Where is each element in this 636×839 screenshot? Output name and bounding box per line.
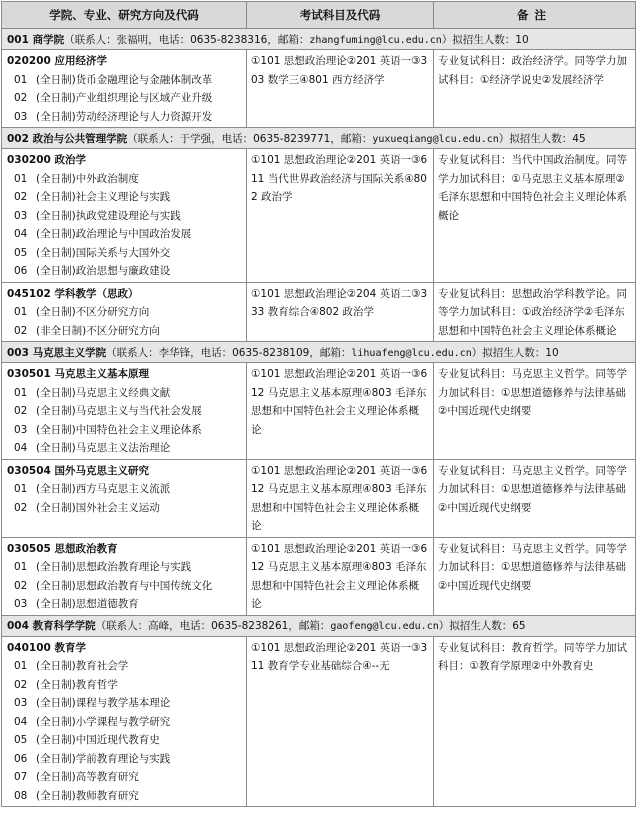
direction-text: (全日制)中国近现代教育史 <box>36 734 160 746</box>
program-title: 045102 学科教学（思政） <box>7 287 139 300</box>
direction-text: (全日制)思想道德教育 <box>36 598 139 610</box>
direction-text: (全日制)思想政治教育与中国传统文化 <box>36 579 213 592</box>
college-row <box>2 29 636 50</box>
research-direction <box>7 402 242 421</box>
program-row <box>2 282 636 342</box>
college-info <box>2 615 636 636</box>
research-direction <box>7 322 242 341</box>
direction-number: 03 <box>14 598 28 610</box>
direction-number: 02 <box>14 678 28 691</box>
research-direction <box>7 558 242 577</box>
program-cell <box>2 363 247 460</box>
direction-number: 04 <box>14 228 28 240</box>
program-cell <box>2 149 247 283</box>
exam-subjects: ①101 思想政治理论②201 英语一③311 教育学专业基础综合④--无 <box>247 636 434 807</box>
remarks: 专业复试科目：马克思主义哲学。同等学力加试科目：①思想道德修养与法律基础②中国近现代史纲要 <box>434 537 636 615</box>
direction-number: 03 <box>14 423 28 436</box>
program-title: 040100 教育学 <box>7 641 86 654</box>
college-plan: ）拟招生人数：45 <box>498 132 586 145</box>
research-direction <box>7 170 242 189</box>
direction-number: 03 <box>14 110 28 123</box>
direction-number: 02 <box>14 501 28 514</box>
research-direction <box>7 676 242 695</box>
research-direction <box>7 207 242 226</box>
research-direction <box>7 768 242 787</box>
college-name: 003 马克思主义学院 <box>7 346 107 359</box>
exam-subjects: ①101 思想政治理论②201 英语一③612 马克思主义基本原理④803 毛泽东思想和中国特色社会主义理论体系概论 <box>247 363 434 460</box>
direction-number: 06 <box>14 265 28 277</box>
direction-text: (全日制)中国特色社会主义理论体系 <box>36 423 202 436</box>
direction-number: 01 <box>14 386 28 399</box>
college-row <box>2 128 636 149</box>
direction-number: 07 <box>14 771 28 783</box>
college-name: 004 教育科学学院 <box>7 620 96 632</box>
college-email: gaofeng@lcu.edu.cn <box>330 621 439 632</box>
direction-text: (全日制)学前教育理论与实践 <box>36 752 171 765</box>
remarks: 专业复试科目：马克思主义哲学。同等学力加试科目：①思想道德修养与法律基础②中国近现代史纲要 <box>434 363 636 460</box>
direction-number: 01 <box>14 483 28 495</box>
research-direction <box>7 384 242 403</box>
direction-text: (全日制)教师教育研究 <box>36 789 139 802</box>
remarks: 专业复试科目：马克思主义哲学。同等学力加试科目：①思想道德修养与法律基础②中国近现代史纲要 <box>434 459 636 537</box>
college-contact: （联系人：于学强，电话：0635-8239771，邮箱： <box>127 132 373 145</box>
program-title: 030200 政治学 <box>7 154 86 166</box>
header-remarks: 备注 <box>434 2 636 29</box>
research-direction <box>7 731 242 750</box>
direction-number: 02 <box>14 405 28 417</box>
program-row <box>2 149 636 283</box>
college-contact: （联系人：高峰，电话：0635-8238261，邮箱： <box>95 620 331 632</box>
research-direction <box>7 595 242 614</box>
direction-text: (全日制)政治思想与廉政建设 <box>36 265 171 277</box>
college-plan: ）拟招生人数：10 <box>471 346 559 359</box>
program-title: 030501 马克思主义基本原理 <box>7 368 149 380</box>
direction-number: 04 <box>14 715 28 728</box>
table-body <box>2 29 636 807</box>
direction-text: (全日制)马克思主义与当代社会发展 <box>36 405 202 417</box>
college-contact: （联系人：李华锋，电话：0635-8238109，邮箱： <box>106 346 352 359</box>
direction-text: (全日制)马克思主义法治理论 <box>36 442 171 454</box>
research-direction <box>7 439 242 458</box>
remarks: 专业复试科目：政治经济学。同等学力加试科目：①经济学说史②发展经济学 <box>434 50 636 128</box>
research-direction <box>7 750 242 769</box>
direction-text: (全日制)社会主义理论与实践 <box>36 191 171 203</box>
table-header-row <box>2 2 636 29</box>
header-exam-subjects: 考试科目及代码 <box>247 2 434 29</box>
research-direction <box>7 89 242 108</box>
direction-number: 01 <box>14 306 28 318</box>
college-info <box>2 342 636 363</box>
program-cell <box>2 636 247 807</box>
program-cell <box>2 282 247 342</box>
research-direction <box>7 225 242 244</box>
admissions-table <box>1 1 636 807</box>
direction-number: 01 <box>14 561 28 573</box>
research-direction <box>7 244 242 263</box>
college-name: 001 商学院 <box>7 33 65 46</box>
college-plan: ）拟招生人数：65 <box>438 620 526 632</box>
exam-subjects: ①101 思想政治理论②201 英语一③303 数学三④801 西方经济学 <box>247 50 434 128</box>
exam-subjects: ①101 思想政治理论②201 英语一③612 马克思主义基本原理④803 毛泽东思想和中国特色社会主义理论体系概论 <box>247 459 434 537</box>
college-row <box>2 615 636 636</box>
exam-subjects: ①101 思想政治理论②201 英语一③612 马克思主义基本原理④803 毛泽东思想和中国特色社会主义理论体系概论 <box>247 537 434 615</box>
direction-text: (全日制)课程与教学基本理论 <box>36 697 171 709</box>
direction-number: 02 <box>14 579 28 592</box>
program-title: 020200 应用经济学 <box>7 55 107 67</box>
direction-text: (非全日制)不区分研究方向 <box>36 324 160 337</box>
direction-text: (全日制)马克思主义经典文献 <box>36 386 171 399</box>
direction-text: (全日制)国外社会主义运动 <box>36 501 160 514</box>
program-row <box>2 537 636 615</box>
direction-number: 03 <box>14 209 28 222</box>
college-info <box>2 29 636 50</box>
direction-text: (全日制)政治理论与中国政治发展 <box>36 228 192 240</box>
college-contact: （联系人：张福明，电话：0635-8238316，邮箱： <box>64 33 310 46</box>
research-direction <box>7 303 242 322</box>
direction-text: (全日制)小学课程与教学研究 <box>36 715 171 728</box>
research-direction <box>7 694 242 713</box>
program-row <box>2 459 636 537</box>
direction-number: 01 <box>14 660 28 672</box>
direction-text: (全日制)货币金融理论与金融体制改革 <box>36 73 213 86</box>
header-college-program: 学院、专业、研究方向及代码 <box>2 2 247 29</box>
direction-number: 02 <box>14 191 28 203</box>
direction-number: 04 <box>14 442 28 454</box>
direction-text: (全日制)教育哲学 <box>36 678 118 691</box>
remarks: 专业复试科目：当代中国政治制度。同等学力加试科目：①马克思主义基本原理②毛泽东思想和中国特色社会主义理论体系概论 <box>434 149 636 283</box>
direction-number: 08 <box>14 789 28 802</box>
research-direction <box>7 787 242 806</box>
research-direction <box>7 577 242 596</box>
direction-text: (全日制)劳动经济理论与人力资源开发 <box>36 110 213 123</box>
research-direction <box>7 108 242 127</box>
direction-text: (全日制)产业组织理论与区域产业升级 <box>36 92 213 104</box>
research-direction <box>7 657 242 676</box>
program-row <box>2 636 636 807</box>
research-direction <box>7 480 242 499</box>
direction-number: 01 <box>14 73 28 86</box>
college-email: yuxueqiang@lcu.edu.cn <box>372 133 499 145</box>
research-direction <box>7 499 242 518</box>
direction-number: 02 <box>14 92 28 104</box>
research-direction <box>7 71 242 90</box>
remarks: 专业复试科目：教育哲学。同等学力加试科目：①教育学原理②中外教育史 <box>434 636 636 807</box>
college-name: 002 政治与公共管理学院 <box>7 132 128 145</box>
college-plan: ）拟招生人数：10 <box>441 33 529 46</box>
program-cell <box>2 537 247 615</box>
direction-number: 03 <box>14 697 28 709</box>
direction-text: (全日制)不区分研究方向 <box>36 306 150 318</box>
exam-subjects: ①101 思想政治理论②201 英语一③611 当代世界政治经济与国际关系④802 政治学 <box>247 149 434 283</box>
direction-text: (全日制)思想政治教育理论与实践 <box>36 561 192 573</box>
direction-text: (全日制)中外政治制度 <box>36 172 139 185</box>
direction-text: (全日制)教育社会学 <box>36 660 129 672</box>
college-email: zhangfuming@lcu.edu.cn <box>309 34 442 46</box>
remarks: 专业复试科目：思想政治学科教学论。同等学力加试科目：①政治经济学②毛泽东思想和中国特色社会主义理论体系概论 <box>434 282 636 342</box>
direction-text: (全日制)国际关系与大国外交 <box>36 246 171 259</box>
direction-number: 06 <box>14 752 28 765</box>
direction-text: (全日制)西方马克思主义流派 <box>36 483 171 495</box>
program-title: 030505 思想政治教育 <box>7 542 118 555</box>
direction-number: 02 <box>14 324 28 337</box>
research-direction <box>7 188 242 207</box>
program-row <box>2 363 636 460</box>
college-info <box>2 128 636 149</box>
direction-text: (全日制)执政党建设理论与实践 <box>36 209 181 222</box>
direction-number: 05 <box>14 734 28 746</box>
research-direction <box>7 262 242 281</box>
college-row <box>2 342 636 363</box>
direction-number: 05 <box>14 246 28 259</box>
program-title: 030504 国外马克思主义研究 <box>7 464 149 477</box>
program-cell <box>2 50 247 128</box>
exam-subjects: ①101 思想政治理论②204 英语二③333 教育综合④802 政治学 <box>247 282 434 342</box>
research-direction <box>7 421 242 440</box>
direction-text: (全日制)高等教育研究 <box>36 771 139 783</box>
college-email: lihuafeng@lcu.edu.cn <box>351 347 472 359</box>
direction-number: 01 <box>14 172 28 185</box>
program-cell <box>2 459 247 537</box>
research-direction <box>7 713 242 732</box>
program-row <box>2 50 636 128</box>
